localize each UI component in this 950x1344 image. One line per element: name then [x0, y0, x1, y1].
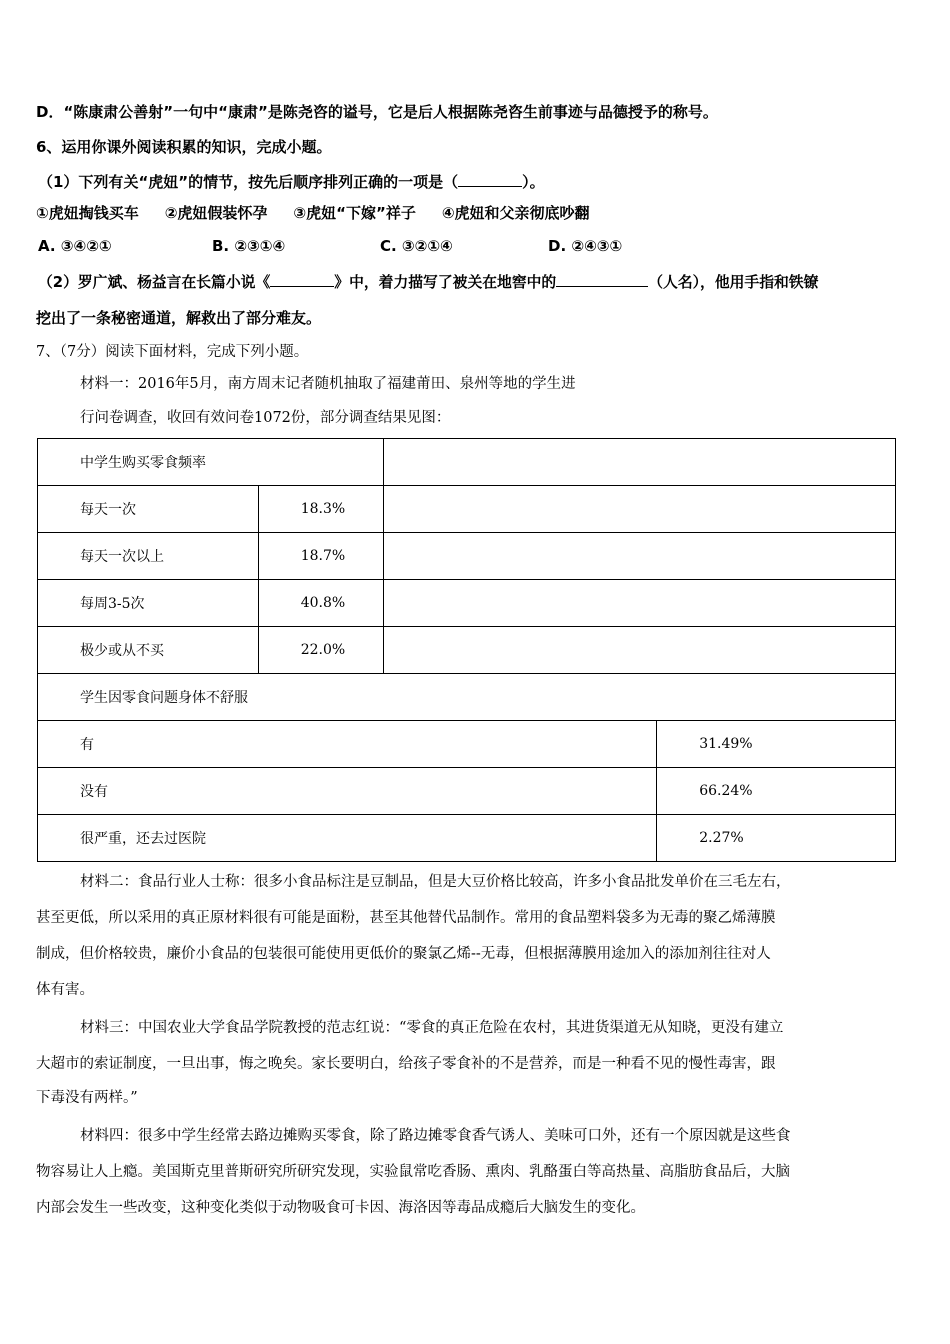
q6-stem: 6、运用你课外阅读积累的知识，完成小题。: [36, 138, 332, 156]
option-d[interactable]: D. ②④③①: [548, 237, 623, 255]
q6-sub2: [38, 270, 818, 293]
table-row: [38, 721, 896, 768]
answer-blank[interactable]: [458, 170, 522, 187]
ill-header: 学生因零食问题身体不舒服: [38, 674, 896, 721]
freq-value: 18.7%: [258, 533, 383, 580]
survey-table: [37, 438, 896, 862]
name-blank[interactable]: [556, 270, 648, 287]
option-c[interactable]: C. ③②①④: [380, 237, 453, 255]
table-row: [38, 439, 896, 486]
material3-line: 大超市的索证制度，一旦出事，悔之晚矣。家长要明白，给孩子零食补的不是营养，而是一种看不见的慢性毒害，跟: [36, 1056, 776, 1072]
material1-line1: 材料一：2016年5月，南方周末记者随机抽取了福建莆田、泉州等地的学生进: [80, 376, 576, 392]
material4-line: 物容易让人上瘾。美国斯克里普斯研究所研究发现，实验鼠常吃香肠、熏肉、乳酪蛋白等高热量、高脂肪食品后，大脑: [36, 1164, 790, 1180]
event: ③虎妞“下嫁”祥子: [293, 204, 416, 222]
freq-label: 每周3-5次: [38, 580, 259, 627]
empty-cell: [383, 627, 895, 674]
empty-cell: [383, 439, 895, 486]
material2-line: 制成，但价格较贵，廉价小食品的包装很可能使用更低价的聚氯乙烯--无毒，但根据薄膜用途加入的添加剂往往对人: [36, 946, 771, 962]
q6-events: [36, 203, 590, 223]
freq-label: 每天一次: [38, 486, 259, 533]
material2-line: 材料二：食品行业人士称：很多小食品标注是豆制品，但是大豆价格比较高，许多小食品批发单价在三毛左右，: [80, 874, 791, 890]
material4-line: 材料四：很多中学生经常去路边摊购买零食，除了路边摊零食香气诱人、美味可口外，还有一个原因就是这些食: [80, 1128, 791, 1144]
event: ④虎妞和父亲彻底吵翻: [441, 204, 590, 222]
freq-header: 中学生购买零食频率: [38, 439, 384, 486]
material3-line: 下毒没有两样。”: [36, 1090, 138, 1106]
table-row: [38, 674, 896, 721]
table-row: [38, 533, 896, 580]
freq-value: 40.8%: [258, 580, 383, 627]
ill-label: 很严重，还去过医院: [38, 815, 657, 862]
q6-sub2-text: 》中，着力描写了被关在地窖中的: [334, 274, 557, 291]
q6-sub1-suffix: ）。: [522, 173, 545, 191]
freq-label: 极少或从不买: [38, 627, 259, 674]
material1-line2: 行问卷调查，收回有效问卷1072份，部分调查结果见图：: [80, 410, 451, 426]
event: ②虎妞假装怀孕: [164, 204, 268, 222]
material2-line: 体有害。: [36, 982, 94, 998]
novel-blank[interactable]: [270, 270, 334, 287]
q6-sub2-line2: 挖出了一条秘密通道，解救出了部分难友。: [36, 309, 322, 327]
empty-cell: [383, 580, 895, 627]
empty-cell: [383, 533, 895, 580]
table-row: [38, 815, 896, 862]
ill-label: 有: [38, 721, 657, 768]
table-row: [38, 580, 896, 627]
ill-value: 66.24%: [657, 768, 896, 815]
empty-cell: [383, 486, 895, 533]
option-b[interactable]: B. ②③①④: [212, 237, 286, 255]
q6-sub1-text: （1）下列有关“虎妞”的情节，按先后顺序排列正确的一项是（: [38, 173, 459, 191]
material4-line: 内部会发生一些改变，这种变化类似于动物吸食可卡因、海洛因等毒品成瘾后大脑发生的变化。: [36, 1200, 645, 1216]
q5-option-d: D．“陈康肃公善射”一句中“康肃”是陈尧咨的谥号，它是后人根据陈尧咨生前事迹与品德授予的称号。: [36, 103, 718, 121]
option-a[interactable]: A. ③④②①: [38, 237, 112, 255]
table-row: [38, 627, 896, 674]
q6-sub2-text: （人名），他用手指和铁镣: [648, 274, 819, 291]
ill-label: 没有: [38, 768, 657, 815]
material3-line: 材料三：中国农业大学食品学院教授的范志红说：“零食的真正危险在农村，其进货渠道无从知晓，更没有建立: [80, 1020, 784, 1036]
ill-value: 31.49%: [657, 721, 896, 768]
q6-sub2-text: （2）罗广斌、杨益言在长篇小说《: [38, 274, 271, 291]
freq-label: 每天一次以上: [38, 533, 259, 580]
freq-value: 22.0%: [258, 627, 383, 674]
table-row: [38, 486, 896, 533]
ill-value: 2.27%: [657, 815, 896, 862]
freq-value: 18.3%: [258, 486, 383, 533]
material2-line: 甚至更低，所以采用的真正原材料很有可能是面粉，甚至其他替代品制作。常用的食品塑料袋多为无毒的聚乙烯薄膜: [36, 910, 776, 926]
q6-sub1: [38, 170, 545, 192]
event: ①虎妞掏钱买车: [36, 204, 139, 222]
q7-stem: 7、（7分）阅读下面材料，完成下列小题。: [36, 344, 309, 360]
table-row: [38, 768, 896, 815]
